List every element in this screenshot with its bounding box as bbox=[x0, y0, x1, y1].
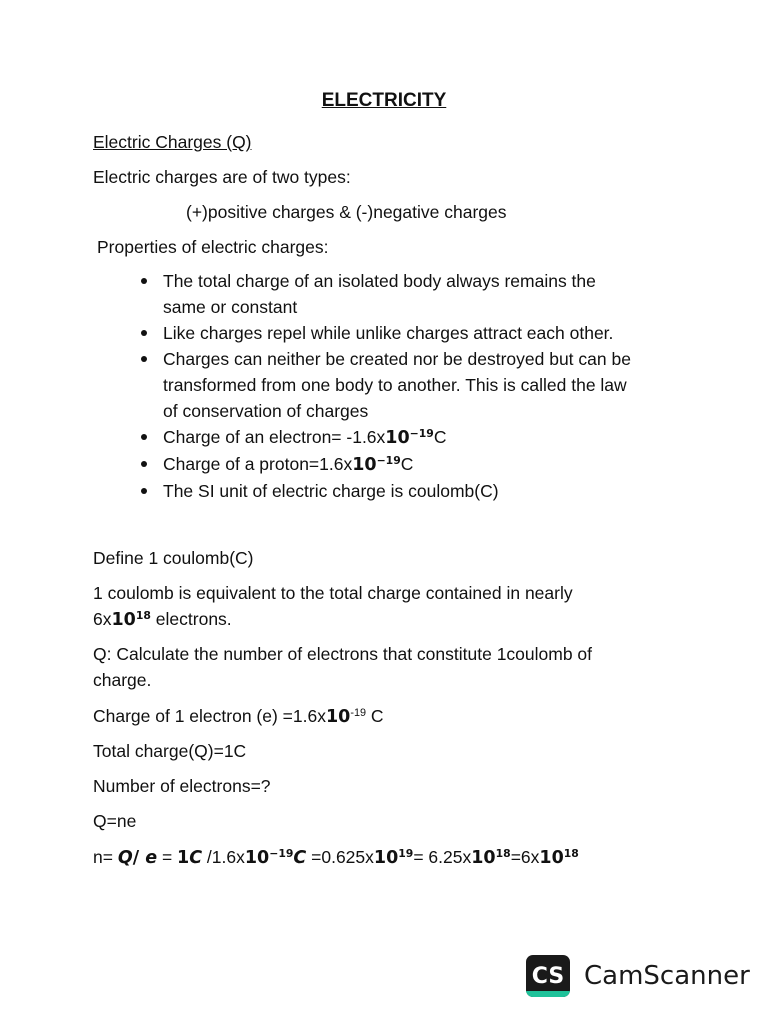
definition-line-1: 1 coulomb is equivalent to the total charge contained in nearly bbox=[93, 583, 573, 603]
list-item: Charge of a $proton=1.6x10^{-19}C$ bbox=[137, 451, 697, 478]
charge-types: (+)positive charges & (-)negative charges bbox=[186, 202, 507, 222]
define-heading: Define 1 coulomb(C) bbox=[93, 548, 254, 568]
bullet-icon bbox=[141, 488, 147, 494]
bullet-icon bbox=[141, 434, 147, 440]
unknown-electrons: Number of electrons=? bbox=[93, 776, 271, 796]
solution-line: n= Q/ e = 1C $/1.6x10^{-19}C =0.625x10^{19}= 6.25x10^{18}=6x10^{18}$ bbox=[93, 847, 579, 868]
bullet-icon bbox=[141, 330, 147, 336]
logo-accent-bar bbox=[526, 991, 570, 997]
list-item: Charges can neither be created nor be destroyed but can be transformed from one body to another. This is called the law of conservation of charges bbox=[137, 346, 697, 424]
bullet-icon bbox=[141, 356, 147, 362]
list-item: Charge of an electron= $-1.6x10^{-19}C$ bbox=[137, 424, 697, 451]
camscanner-logo-icon: CS bbox=[526, 955, 570, 997]
page-title: ELECTRICITY bbox=[321, 90, 447, 111]
section-heading: Electric Charges (Q) bbox=[93, 132, 252, 152]
list-item: The total charge of an isolated body always remains the same or constant bbox=[137, 268, 697, 320]
list-item: Like charges repel while unlike charges attract each other. bbox=[137, 320, 697, 346]
bullet-icon bbox=[141, 461, 147, 467]
bullet-icon bbox=[141, 278, 147, 284]
question-line-1: Q: Calculate the number of electrons that constitute 1coulomb of bbox=[93, 644, 593, 664]
camscanner-watermark bbox=[526, 955, 750, 997]
total-charge: Total charge(Q)=1C bbox=[93, 741, 247, 761]
camscanner-wordmark: CamScanner bbox=[584, 961, 750, 991]
electron-charge: Charge of 1 electron $(e) =1.6x10^{-19}$ C bbox=[93, 706, 384, 727]
question-line-2: charge. bbox=[93, 670, 152, 690]
formula: Q=ne bbox=[93, 811, 137, 831]
definition-line-2: $6x10^{18}$ electrons. bbox=[93, 609, 232, 630]
intro-text: Electric charges are of two types: bbox=[93, 167, 351, 187]
properties-heading: Properties of electric charges: bbox=[97, 237, 329, 257]
list-item: The SI unit of electric charge is coulomb(C) bbox=[137, 478, 697, 504]
properties-list bbox=[137, 268, 697, 504]
